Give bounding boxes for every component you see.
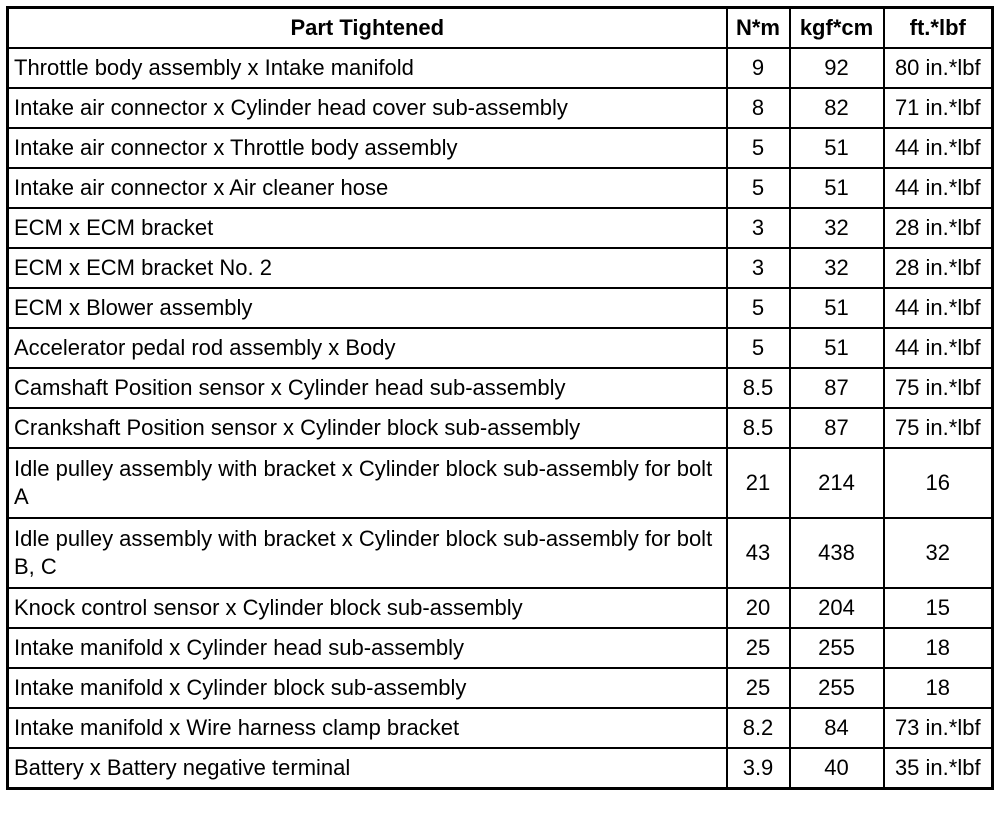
ftlbf-cell: 28 in.*lbf — [884, 248, 993, 288]
nm-cell: 43 — [727, 518, 790, 588]
table-row — [8, 168, 993, 208]
kgfcm-cell: 87 — [790, 408, 884, 448]
part-cell: ECM x ECM bracket — [8, 208, 727, 248]
ftlbf-cell: 44 in.*lbf — [884, 288, 993, 328]
nm-cell: 5 — [727, 288, 790, 328]
table-row — [8, 48, 993, 88]
table-row — [8, 248, 993, 288]
nm-cell: 5 — [727, 168, 790, 208]
kgfcm-cell: 51 — [790, 128, 884, 168]
part-cell: Battery x Battery negative terminal — [8, 748, 727, 789]
part-cell: ECM x Blower assembly — [8, 288, 727, 328]
table-row — [8, 668, 993, 708]
ftlbf-cell: 44 in.*lbf — [884, 128, 993, 168]
nm-cell: 25 — [727, 668, 790, 708]
part-cell: Crankshaft Position sensor x Cylinder block sub-assembly — [8, 408, 727, 448]
part-cell: Knock control sensor x Cylinder block sub-assembly — [8, 588, 727, 628]
table-row — [8, 518, 993, 588]
ftlbf-cell: 73 in.*lbf — [884, 708, 993, 748]
part-cell: Accelerator pedal rod assembly x Body — [8, 328, 727, 368]
ftlbf-cell: 18 — [884, 628, 993, 668]
ftlbf-cell: 32 — [884, 518, 993, 588]
nm-cell: 8 — [727, 88, 790, 128]
ftlbf-cell: 75 in.*lbf — [884, 368, 993, 408]
nm-cell: 25 — [727, 628, 790, 668]
kgfcm-cell: 51 — [790, 328, 884, 368]
ftlbf-cell: 15 — [884, 588, 993, 628]
nm-cell: 8.5 — [727, 408, 790, 448]
table-row — [8, 748, 993, 789]
torque-specification-table — [6, 6, 994, 790]
part-cell: Idle pulley assembly with bracket x Cylinder block sub-assembly for bolt B, C — [8, 518, 727, 588]
nm-cell: 9 — [727, 48, 790, 88]
nm-cell: 20 — [727, 588, 790, 628]
part-cell: Camshaft Position sensor x Cylinder head sub-assembly — [8, 368, 727, 408]
kgfcm-cell: 87 — [790, 368, 884, 408]
kgfcm-cell: 92 — [790, 48, 884, 88]
ftlbf-cell: 16 — [884, 448, 993, 518]
kgfcm-cell: 204 — [790, 588, 884, 628]
table-row — [8, 448, 993, 518]
part-cell: Intake manifold x Cylinder block sub-assembly — [8, 668, 727, 708]
nm-cell: 3.9 — [727, 748, 790, 789]
header-row — [8, 8, 993, 49]
table-row — [8, 208, 993, 248]
table-row — [8, 328, 993, 368]
kgfcm-cell: 51 — [790, 288, 884, 328]
ftlbf-cell: 44 in.*lbf — [884, 168, 993, 208]
kgfcm-cell: 32 — [790, 248, 884, 288]
nm-cell: 21 — [727, 448, 790, 518]
nm-cell: 5 — [727, 328, 790, 368]
part-cell: Intake air connector x Cylinder head cover sub-assembly — [8, 88, 727, 128]
table-row — [8, 88, 993, 128]
part-cell: Throttle body assembly x Intake manifold — [8, 48, 727, 88]
ftlbf-cell: 71 in.*lbf — [884, 88, 993, 128]
ftlbf-cell: 80 in.*lbf — [884, 48, 993, 88]
table-row — [8, 368, 993, 408]
ftlbf-cell: 44 in.*lbf — [884, 328, 993, 368]
ftlbf-cell: 28 in.*lbf — [884, 208, 993, 248]
part-cell: Intake manifold x Wire harness clamp bracket — [8, 708, 727, 748]
table-row — [8, 628, 993, 668]
kgfcm-cell: 32 — [790, 208, 884, 248]
kgfcm-cell: 82 — [790, 88, 884, 128]
kgfcm-cell: 40 — [790, 748, 884, 789]
table-row — [8, 128, 993, 168]
kgfcm-cell: 214 — [790, 448, 884, 518]
header-part-tightened: Part Tightened — [8, 8, 727, 49]
kgfcm-cell: 255 — [790, 628, 884, 668]
nm-cell: 3 — [727, 248, 790, 288]
part-cell: Idle pulley assembly with bracket x Cylinder block sub-assembly for bolt A — [8, 448, 727, 518]
ftlbf-cell: 75 in.*lbf — [884, 408, 993, 448]
part-cell: ECM x ECM bracket No. 2 — [8, 248, 727, 288]
part-cell: Intake air connector x Air cleaner hose — [8, 168, 727, 208]
ftlbf-cell: 18 — [884, 668, 993, 708]
torque-specification-table-container — [6, 6, 991, 790]
kgfcm-cell: 51 — [790, 168, 884, 208]
header-kgfcm: kgf*cm — [790, 8, 884, 49]
table-row — [8, 708, 993, 748]
nm-cell: 8.2 — [727, 708, 790, 748]
nm-cell: 3 — [727, 208, 790, 248]
part-cell: Intake air connector x Throttle body assembly — [8, 128, 727, 168]
ftlbf-cell: 35 in.*lbf — [884, 748, 993, 789]
header-ftlbf: ft.*lbf — [884, 8, 993, 49]
table-row — [8, 408, 993, 448]
kgfcm-cell: 84 — [790, 708, 884, 748]
part-cell: Intake manifold x Cylinder head sub-assembly — [8, 628, 727, 668]
table-row — [8, 288, 993, 328]
nm-cell: 8.5 — [727, 368, 790, 408]
nm-cell: 5 — [727, 128, 790, 168]
table-row — [8, 588, 993, 628]
kgfcm-cell: 255 — [790, 668, 884, 708]
header-nm: N*m — [727, 8, 790, 49]
kgfcm-cell: 438 — [790, 518, 884, 588]
